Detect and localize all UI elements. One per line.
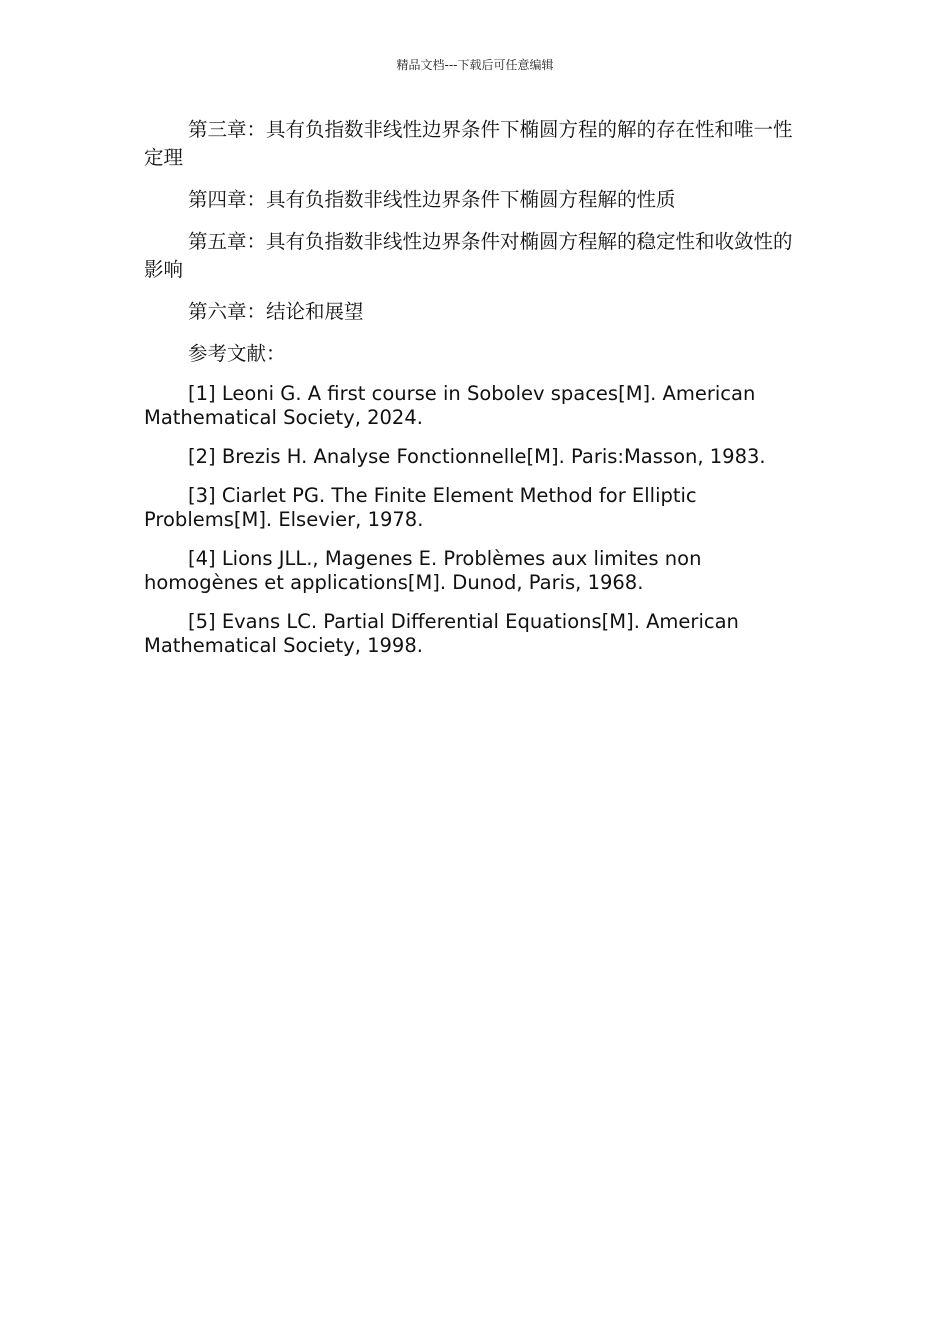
- references-heading: 参考文献：: [188, 342, 286, 365]
- document-body: [144, 116, 809, 673]
- reference-item-4: [4] Lions JLL., Magenes E. Problèmes aux limites non homogènes et applications[M]. Dunod, Paris, 1968.: [144, 547, 702, 594]
- reference-item-2: [2] Brezis H. Analyse Fonctionnelle[M]. Paris:Masson, 1983.: [188, 445, 766, 468]
- reference-item-5: [5] Evans LC. Partial Differential Equations[M]. American Mathematical Society, 1998.: [144, 610, 739, 657]
- chapter-4-item: 第四章：具有负指数非线性边界条件下椭圆方程解的性质: [188, 188, 676, 211]
- reference-item-1: [1] Leoni G. A first course in Sobolev spaces[M]. American Mathematical Society, 2024.: [144, 382, 756, 429]
- chapter-3-item: 第三章：具有负指数非线性边界条件下椭圆方程的解的存在性和唯一性定理: [144, 118, 793, 169]
- chapter-6-item: 第六章：结论和展望: [188, 300, 364, 323]
- reference-item-3: [3] Ciarlet PG. The Finite Element Method for Elliptic Problems[M]. Elsevier, 1978.: [144, 484, 697, 531]
- page-header: 精品文档---下载后可任意编辑: [396, 58, 554, 72]
- chapter-5-item: 第五章：具有负指数非线性边界条件对椭圆方程解的稳定性和收敛性的影响: [144, 230, 793, 281]
